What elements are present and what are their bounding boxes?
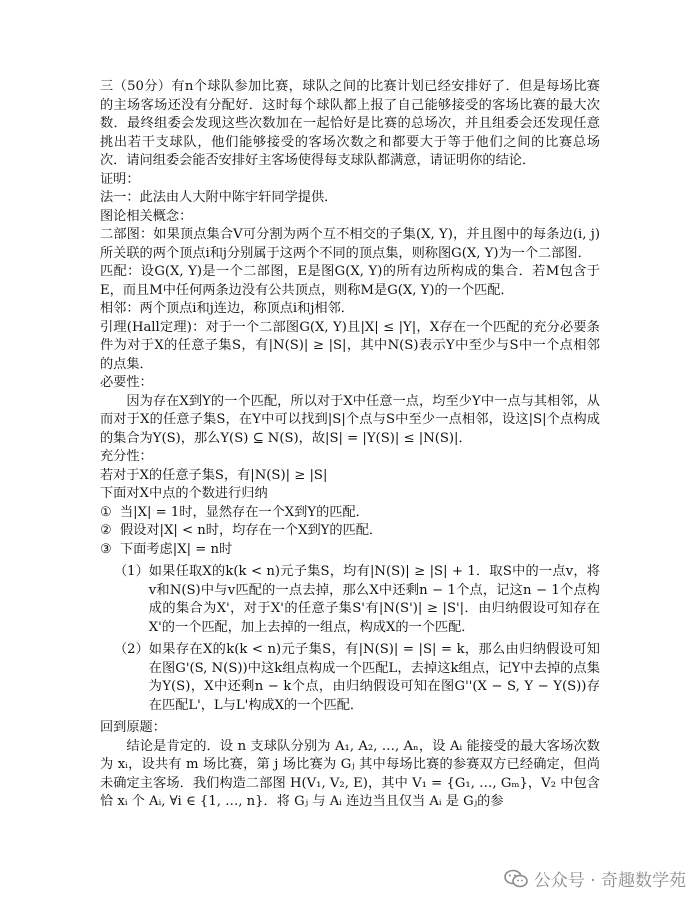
case-item: [100, 641, 600, 715]
back-to-problem-heading: 回到原题：: [100, 720, 166, 735]
induction-step: [100, 541, 600, 560]
sufficiency-assumption: 若对于X的任意子集S，有|N(S)| ≥ |S|: [100, 467, 328, 483]
step-text: 假设对|X| < n时，均存在一个X到Y的匹配．: [120, 523, 383, 538]
case-text: 如果存在X的k(k < n)元子集S，有|N(S)| = |S| = k，那么由归纳假设可知在图G'(S, N(S))中这k组点构成一个匹配L，去掉这k组点，记Y中去掉的点集为Y(S)，X中还剩n − k个点，由归纳假设可知在图G''(X − S, Y − Y(S))存在匹配L'，L与L'构成X的一个匹配．: [148, 642, 600, 713]
induction-step: [100, 522, 600, 541]
document-body: [100, 78, 600, 812]
method-one-line: 法一：此法由人大附中陈宇轩同学提供．: [100, 190, 338, 205]
induction-step: [100, 504, 600, 523]
concepts-heading: 图论相关概念：: [100, 208, 193, 224]
induction-intro: 下面对X中点的个数进行归纳: [100, 486, 268, 501]
solution-text: 结论是肯定的．设 n 支球队分别为 A₁, A₂, …, Aₙ，设 Aᵢ 能接受的最大客场次数为 xᵢ，设共有 m 场比赛，第 j 场比赛为 Gⱼ 其中每场比赛的参赛双方已经确定，但尚未确定主客场．我们构造二部图 H(V₁, V₂, E)，其中 V₁ = {G₁, …, Gₘ}，V₂ 中包含恰 xᵢ 个 Aᵢ, ∀i ∈ {1, …, n}．将 Gⱼ 与 Aᵢ 连边当且仅当 Aᵢ 是 Gⱼ的参: [100, 738, 600, 809]
bipartite-definition: 二部图：如果顶点集合V可分割为两个互不相交的子集(X, Y)，并且图中的每条边(i, j)所关联的两个顶点i和j分别属于这两个不同的顶点集，则称图G(X, Y)为一个二部图．: [100, 227, 600, 261]
step-text: 下面考虑|X| = n时: [120, 541, 233, 557]
proof-heading: 证明：: [100, 171, 140, 187]
case-item: [100, 563, 600, 637]
watermark: [504, 866, 686, 891]
hall-lemma: 引理(Hall定理)：对于一个二部图G(X, Y)且|X| ≤ |Y|，X存在一个匹配的充分必要条件为对于X的任意子集S，有|N(S)| ≥ |S|，其中N(S)表示Y中至少与S中一个点相邻的点集．: [100, 319, 600, 372]
step-number: ③: [100, 541, 112, 557]
case-number: （1）: [114, 564, 149, 579]
step-number: ②: [100, 523, 112, 538]
necessity-heading: 必要性：: [100, 375, 153, 390]
necessity-proof: 因为存在X到Y的一个匹配，所以对于X中任意一点，均至少Y中一点与其相邻，从而对于X的任意子集S，在Y中可以找到|S|个点与S中至少一点相邻，设这|S|个点构成的集合为Y(S)，那么Y(S) ⊆ N(S)，故|S| = |Y(S)| ≤ |N(S)|．: [100, 393, 600, 446]
wechat-icon: [504, 869, 528, 889]
step-number: ①: [100, 504, 112, 520]
watermark-text: 公众号 · 奇趣数学苑: [533, 871, 686, 891]
sufficiency-heading: 充分性：: [100, 449, 153, 464]
matching-definition: 匹配：设G(X, Y)是一个二部图，E是图G(X, Y)的所有边所构成的集合．若M包含于E，而且M中任何两条边没有公共顶点，则称M是G(X, Y)的一个匹配．: [100, 264, 600, 298]
step-text: 当|X| = 1时，显然存在一个X到Y的匹配．: [120, 504, 369, 520]
case-number: （2）: [114, 642, 149, 657]
adjacency-definition: 相邻：两个顶点i和j连边，称顶点i和j相邻．: [100, 301, 354, 316]
case-text: 如果任取X的k(k < n)元子集S，均有|N(S)| ≥ |S| + 1．取S中的一点v，将v和N(S)中与v匹配的一点去掉，那么X中还剩n − 1个点，记这n − 1个点构成的集合为X'，对于X'的任意子集S'有|N(S')| ≥ |S'|．由归纳假设可知存在X'的一个匹配，加上去掉的一组点，构成X的一个匹配．: [148, 564, 600, 635]
problem-statement: 三（50分）有n个球队参加比赛，球队之间的比赛计划已经安排好了．但是每场比赛的主场客场还没有分配好．这时每个球队都上报了自己能够接受的客场比赛的最大次数．最终组委会发现这些次数加在一起恰好是比赛的总场次，并且组委会还发现任意挑出若干支球队，他们能够接受的客场次数之和都要大于等于他们之间的比赛总场次．请问组委会能否安排好主客场使得每支球队都满意，请证明你的结论．: [100, 79, 600, 168]
